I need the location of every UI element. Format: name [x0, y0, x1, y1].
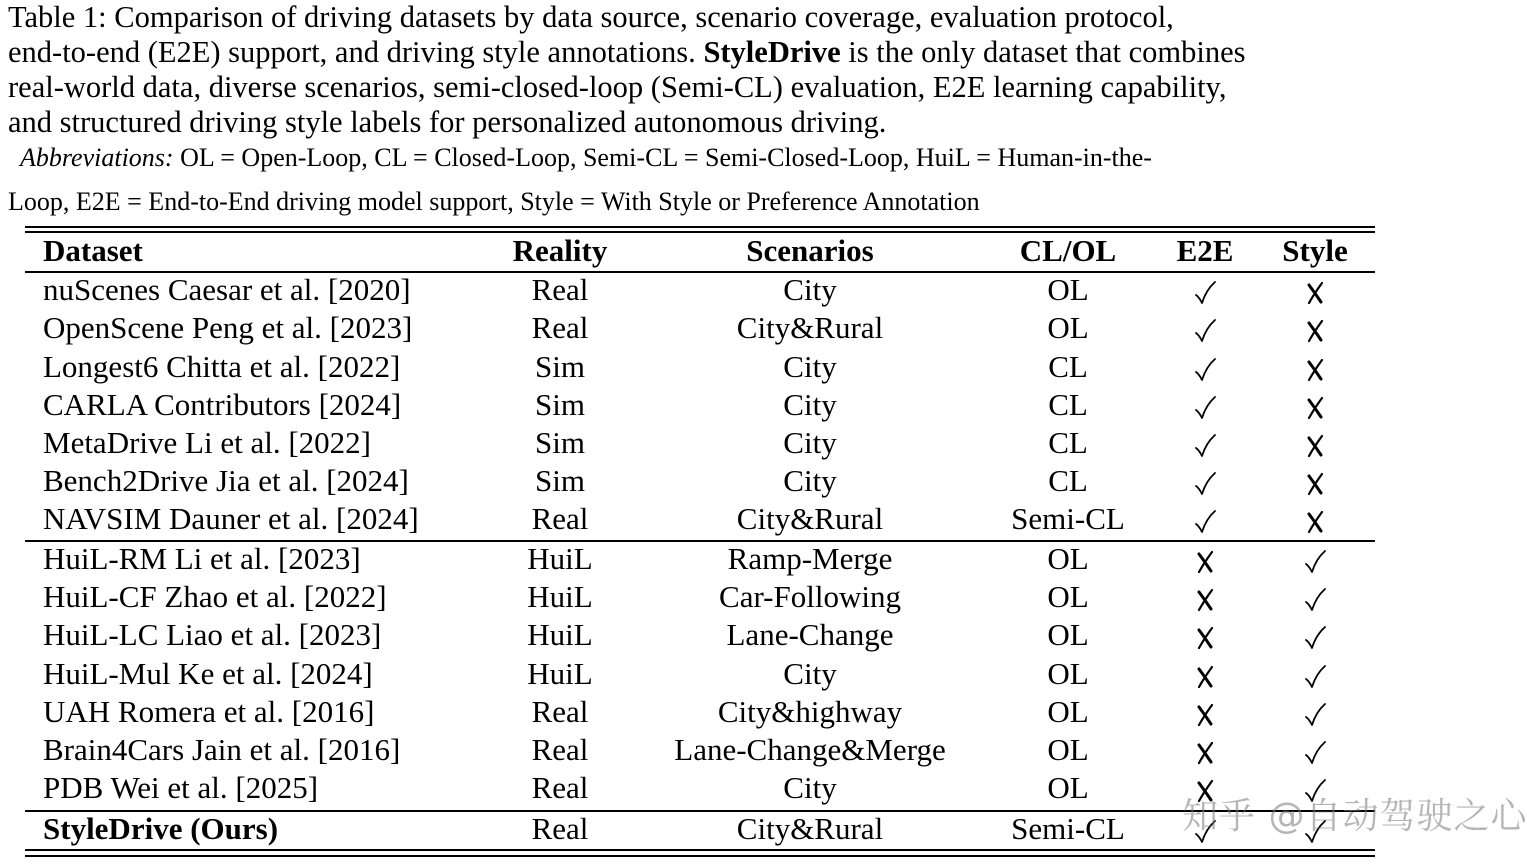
top-rule [25, 226, 1375, 228]
cell-scenarios: City&Rural [736, 501, 884, 536]
table-row [25, 540, 1375, 578]
checkmark-icon [1165, 386, 1245, 424]
cell-scenarios: Lane-Change [726, 617, 894, 652]
bottom-rule [25, 855, 1375, 857]
cell-reality: Sim [535, 349, 585, 384]
table-row [25, 616, 1375, 654]
cell-cl-ol: CL [1048, 387, 1088, 422]
cell-cl-ol: OL [1047, 770, 1089, 805]
cell-reality: Real [531, 694, 589, 729]
table-row [25, 655, 1375, 693]
cell-scenarios: City [783, 770, 837, 805]
caption-bold-name: StyleDrive [703, 35, 841, 69]
table-row [25, 500, 1375, 538]
cell-dataset: NAVSIM Dauner et al. [2024] [43, 501, 419, 536]
cell-cl-ol: CL [1048, 349, 1088, 384]
cell-reality: Real [531, 770, 589, 805]
cross-icon [1275, 462, 1355, 500]
cell-dataset: HuiL-LC Liao et al. [2023] [43, 617, 382, 652]
cross-icon [1165, 731, 1245, 769]
caption-line-4: and structured driving style labels for personalized autonomous driving. [8, 105, 887, 139]
cell-reality: Real [531, 272, 589, 307]
cross-icon [1275, 271, 1355, 309]
header-cl-ol: CL/OL [1019, 233, 1117, 268]
cross-icon [1165, 540, 1245, 578]
cell-scenarios: City [783, 656, 837, 691]
cell-cl-ol: OL [1047, 656, 1089, 691]
table-row [25, 271, 1375, 309]
cell-reality: Sim [535, 463, 585, 498]
cell-reality: HuiL [527, 617, 593, 652]
checkmark-icon [1165, 348, 1245, 386]
cell-cl-ol: OL [1047, 579, 1089, 614]
cell-scenarios: City [783, 425, 837, 460]
cell-scenarios: City&Rural [736, 310, 884, 345]
abbreviations-line-1 [20, 143, 1418, 173]
cross-icon [1275, 309, 1355, 347]
cell-scenarios: Ramp-Merge [727, 541, 893, 576]
checkmark-icon [1165, 462, 1245, 500]
cell-reality: Real [531, 310, 589, 345]
cell-scenarios: City [783, 272, 837, 307]
table-caption [8, 0, 1406, 140]
abbreviations-label: Abbreviations: [20, 143, 174, 172]
header-reality: Reality [512, 233, 608, 268]
cell-reality: Real [531, 501, 589, 536]
cell-dataset: StyleDrive (Ours) [43, 811, 279, 846]
cell-cl-ol: OL [1047, 694, 1089, 729]
caption-line-2 [8, 35, 1406, 70]
checkmark-icon [1275, 578, 1355, 616]
cell-dataset: nuScenes Caesar et al. [2020] [43, 272, 411, 307]
table-row [25, 462, 1375, 500]
watermark: 知乎 @自动驾驶之心 [1182, 796, 1527, 837]
cell-dataset: HuiL-RM Li et al. [2023] [43, 541, 361, 576]
checkmark-icon [1165, 500, 1245, 538]
cross-icon [1165, 655, 1245, 693]
cell-scenarios: City&Rural [736, 811, 884, 846]
cell-cl-ol: Semi-CL [1011, 811, 1125, 846]
cell-dataset: Bench2Drive Jia et al. [2024] [43, 463, 409, 498]
cell-dataset: OpenScene Peng et al. [2023] [43, 310, 413, 345]
cell-reality: HuiL [527, 541, 593, 576]
cell-cl-ol: OL [1047, 272, 1089, 307]
checkmark-icon [1165, 309, 1245, 347]
cell-reality: Sim [535, 425, 585, 460]
header-dataset: Dataset [43, 233, 143, 268]
cell-scenarios: City [783, 349, 837, 384]
cross-icon [1275, 386, 1355, 424]
cell-dataset: Brain4Cars Jain et al. [2016] [43, 732, 401, 767]
cell-dataset: HuiL-CF Zhao et al. [2022] [43, 579, 387, 614]
table-row [25, 731, 1375, 769]
checkmark-icon [1275, 731, 1355, 769]
cell-dataset: UAH Romera et al. [2016] [43, 694, 375, 729]
checkmark-icon [1275, 655, 1355, 693]
checkmark-icon [1165, 271, 1245, 309]
cross-icon [1275, 348, 1355, 386]
cell-reality: HuiL [527, 579, 593, 614]
table-row [25, 810, 1375, 848]
cell-cl-ol: OL [1047, 541, 1089, 576]
table-row [25, 693, 1375, 731]
cell-scenarios: City [783, 387, 837, 422]
cell-cl-ol: OL [1047, 617, 1089, 652]
cell-reality: Sim [535, 387, 585, 422]
caption-text: end-to-end (E2E) support, and driving style annotations. [8, 35, 704, 69]
header-scenarios: Scenarios [746, 233, 874, 268]
caption-line-3: real-world data, diverse scenarios, semi-closed-loop (Semi-CL) evaluation, E2E learning capability, [8, 70, 1227, 104]
cross-icon [1165, 616, 1245, 654]
table-row [25, 424, 1375, 462]
cross-icon [1165, 693, 1245, 731]
cell-dataset: CARLA Contributors [2024] [43, 387, 402, 422]
cross-icon [1165, 578, 1245, 616]
cell-scenarios: Car-Following [719, 579, 901, 614]
cell-scenarios: City [783, 463, 837, 498]
abbreviations-line-2: Loop, E2E = End-to-End driving model support, Style = With Style or Preference Annotation [8, 187, 980, 216]
table-row [25, 386, 1375, 424]
checkmark-icon [1275, 540, 1355, 578]
cell-scenarios: Lane-Change&Merge [674, 732, 946, 767]
table-row [25, 309, 1375, 347]
cell-reality: Real [531, 811, 589, 846]
cell-scenarios: City&highway [717, 694, 903, 729]
cell-cl-ol: CL [1048, 425, 1088, 460]
checkmark-icon [1275, 616, 1355, 654]
cell-dataset: PDB Wei et al. [2025] [43, 770, 319, 805]
table-row [25, 348, 1375, 386]
cell-cl-ol: Semi-CL [1011, 501, 1125, 536]
header-style: Style [1282, 233, 1348, 268]
header-e2e: E2E [1176, 233, 1234, 268]
cell-dataset: HuiL-Mul Ke et al. [2024] [43, 656, 373, 691]
caption-text: is the only dataset that combines [840, 35, 1246, 69]
cell-reality: HuiL [527, 656, 593, 691]
table-row [25, 578, 1375, 616]
bottom-rule [25, 849, 1375, 851]
cell-reality: Real [531, 732, 589, 767]
cell-cl-ol: CL [1048, 463, 1088, 498]
cell-cl-ol: OL [1047, 310, 1089, 345]
cross-icon [1275, 500, 1355, 538]
caption-line-1: Table 1: Comparison of driving datasets by data source, scenario coverage, evaluation protocol, [8, 0, 1174, 34]
cell-dataset: Longest6 Chitta et al. [2022] [43, 349, 401, 384]
abbreviations-text: OL = Open-Loop, CL = Closed-Loop, Semi-CL = Semi-Closed-Loop, HuiL = Human-in-the- [173, 143, 1152, 172]
cell-dataset: MetaDrive Li et al. [2022] [43, 425, 371, 460]
checkmark-icon [1165, 424, 1245, 462]
cell-cl-ol: OL [1047, 732, 1089, 767]
checkmark-icon [1275, 693, 1355, 731]
table-row [25, 769, 1375, 807]
cross-icon [1275, 424, 1355, 462]
table-header [25, 232, 1375, 270]
